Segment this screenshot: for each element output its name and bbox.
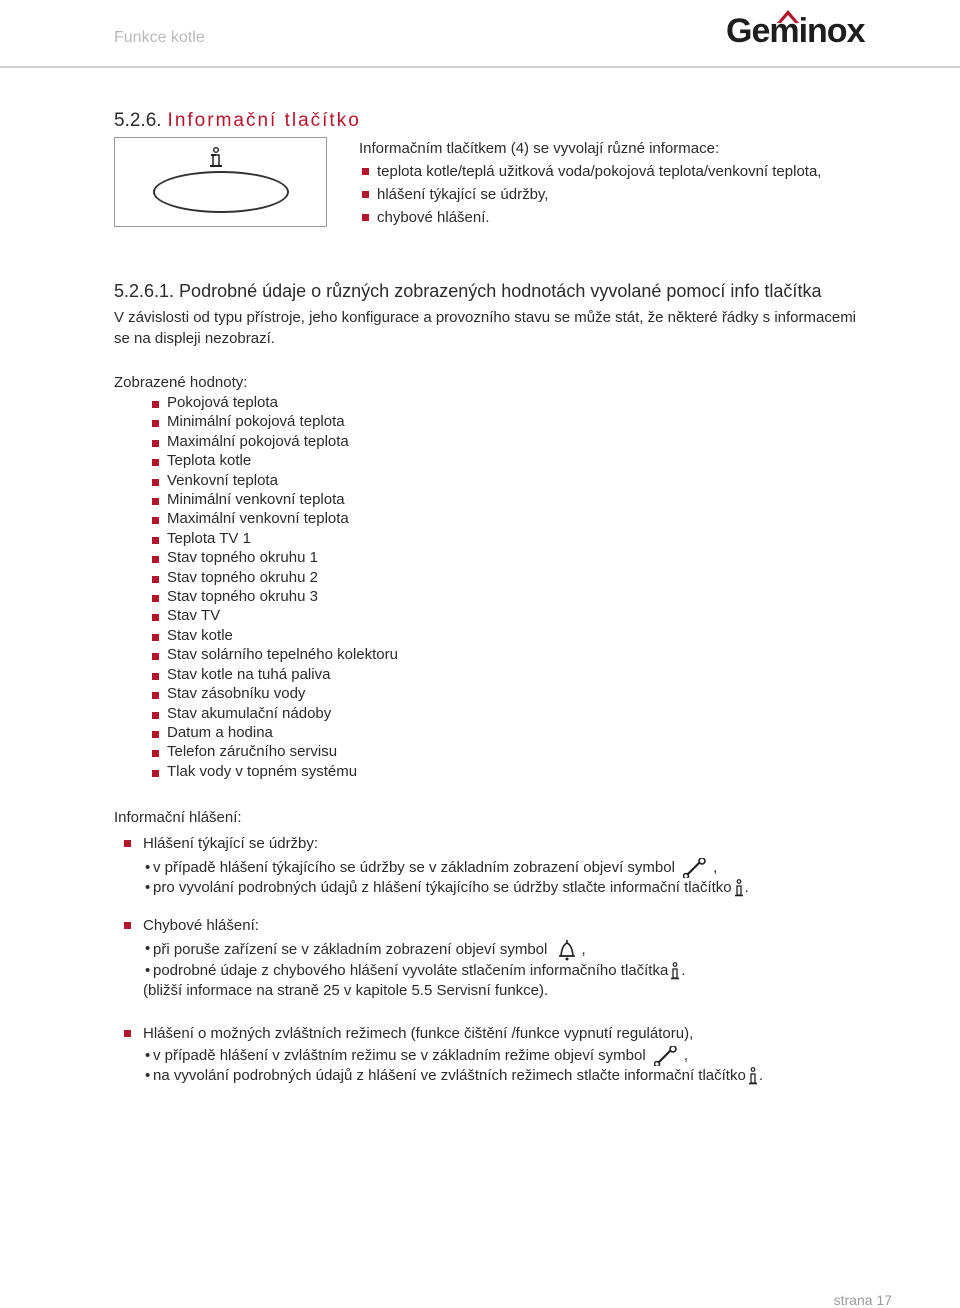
special-line-2-end: . — [758, 1067, 763, 1085]
bullet: • — [145, 859, 151, 876]
list-item: Stav topného okruhu 2 — [149, 568, 398, 587]
messages-heading: Informační hlášení: — [114, 809, 242, 826]
info-icon — [734, 879, 744, 897]
error-block — [124, 917, 824, 1001]
list-item: Stav solárního tepelného kolektoru — [149, 645, 398, 664]
list-item: Pokojová teplota — [149, 393, 398, 412]
wrench-icon — [683, 858, 709, 878]
list-item: Maximální pokojová teplota — [149, 432, 398, 451]
list-item: Venkovní teplota — [149, 471, 398, 490]
section-title — [114, 110, 361, 132]
error-title: Chybové hlášení: — [124, 917, 824, 934]
error-line-1-text: při poruše zařízení se v základním zobrazení objeví symbol — [153, 940, 548, 958]
special-mode-block — [124, 1025, 824, 1086]
special-line-2 — [124, 1066, 824, 1086]
list-item: Tlak vody v topném systému — [149, 762, 398, 781]
error-line-1-end: , — [581, 940, 586, 958]
list-item: Minimální pokojová teplota — [149, 412, 398, 431]
maintenance-line-2-text: pro vyvolání podrobných údajů z hlášení týkajícího se údržby stlačte informační tlačítko — [153, 879, 732, 897]
error-line-2-end: . — [681, 962, 686, 979]
list-item: Stav kotle na tuhá paliva — [149, 665, 398, 684]
intro-block — [359, 137, 821, 229]
special-line-1-text: v případě hlášení v zvláštním režimu se v základním režime objeví symbol — [153, 1047, 646, 1064]
bullet: • — [145, 1047, 151, 1064]
list-item: Stav TV — [149, 606, 398, 625]
section-title-text: Informační tlačítko — [167, 110, 361, 131]
header-divider — [0, 66, 960, 68]
bullet: • — [145, 962, 151, 979]
info-icon — [208, 147, 224, 169]
section-number: 5.2.6. — [114, 110, 162, 131]
wrench-icon — [654, 1046, 680, 1066]
list-item: Stav topného okruhu 3 — [149, 587, 398, 606]
list-item: Stav akumulační nádoby — [149, 704, 398, 723]
maintenance-line-2-end: . — [744, 879, 749, 897]
geminox-logo: Geminox — [726, 12, 865, 50]
intro-text: Informačním tlačítkem (4) se vyvolají různé informace: — [359, 140, 720, 157]
values-heading: Zobrazené hodnoty: — [114, 374, 248, 391]
list-item: Teplota kotle — [149, 451, 398, 470]
page-number: strana 17 — [833, 1292, 892, 1308]
subsection-title: 5.2.6.1. Podrobné údaje o různých zobrazených hodnotách vyvolané pomocí info tlačítka — [114, 281, 822, 301]
maintenance-block — [124, 835, 824, 898]
bullet: • — [145, 1067, 151, 1085]
error-line-2 — [124, 961, 824, 981]
intro-list — [359, 160, 821, 229]
list-item: Telefon záručního servisu — [149, 742, 398, 761]
list-item: Teplota TV 1 — [149, 529, 398, 548]
info-button-shape — [153, 171, 289, 213]
subsection-body: V závislosti od typu přístroje, jeho konfigurace a provozního stavu se může stát, že některé řádky s informacemi se na displeji nezobrazí. — [114, 309, 857, 347]
header-title: Funkce kotle — [114, 29, 205, 46]
values-list — [149, 393, 398, 781]
list-item: Stav topného okruhu 1 — [149, 548, 398, 567]
info-icon — [670, 962, 680, 980]
special-line-1-end: , — [683, 1047, 689, 1064]
bullet: • — [145, 879, 151, 897]
list-item: Stav zásobníku vody — [149, 684, 398, 703]
list-item: Stav kotle — [149, 626, 398, 645]
special-line-1 — [124, 1046, 824, 1066]
error-line-3: (bližší informace na straně 25 v kapitole 5.5 Servisní funkce). — [143, 982, 549, 999]
list-item: Minimální venkovní teplota — [149, 490, 398, 509]
info-icon — [748, 1067, 758, 1085]
list-item: hlášení týkající se údržby, — [359, 183, 821, 206]
maintenance-line-1-text: v případě hlášení týkajícího se údržby se v základním zobrazení objeví symbol — [153, 859, 675, 876]
list-item: Maximální venkovní teplota — [149, 509, 398, 528]
list-item: teplota kotle/teplá užitková voda/pokojová teplota/venkovní teplota, — [359, 160, 821, 183]
maintenance-line-1-end: , — [713, 859, 718, 876]
special-line-2-text: na vyvolání podrobných údajů z hlášení ve zvláštních režimech stlačte informační tlačítko — [153, 1067, 746, 1085]
maintenance-line-2 — [124, 878, 824, 898]
logo-roof-icon — [775, 8, 801, 24]
error-line-1 — [124, 939, 824, 961]
maintenance-line-1 — [124, 858, 824, 878]
special-mode-title: Hlášení o možných zvláštních režimech (funkce čištění /funkce vypnutí regulátoru), — [124, 1025, 824, 1042]
list-item: Datum a hodina — [149, 723, 398, 742]
error-line-2-text: podrobné údaje z chybového hlášení vyvoláte stlačením informačního tlačítka — [153, 962, 669, 979]
maintenance-title: Hlášení týkající se údržby: — [124, 835, 824, 852]
bell-icon — [556, 939, 578, 961]
bullet: • — [145, 940, 151, 957]
list-item: chybové hlášení. — [359, 206, 821, 229]
